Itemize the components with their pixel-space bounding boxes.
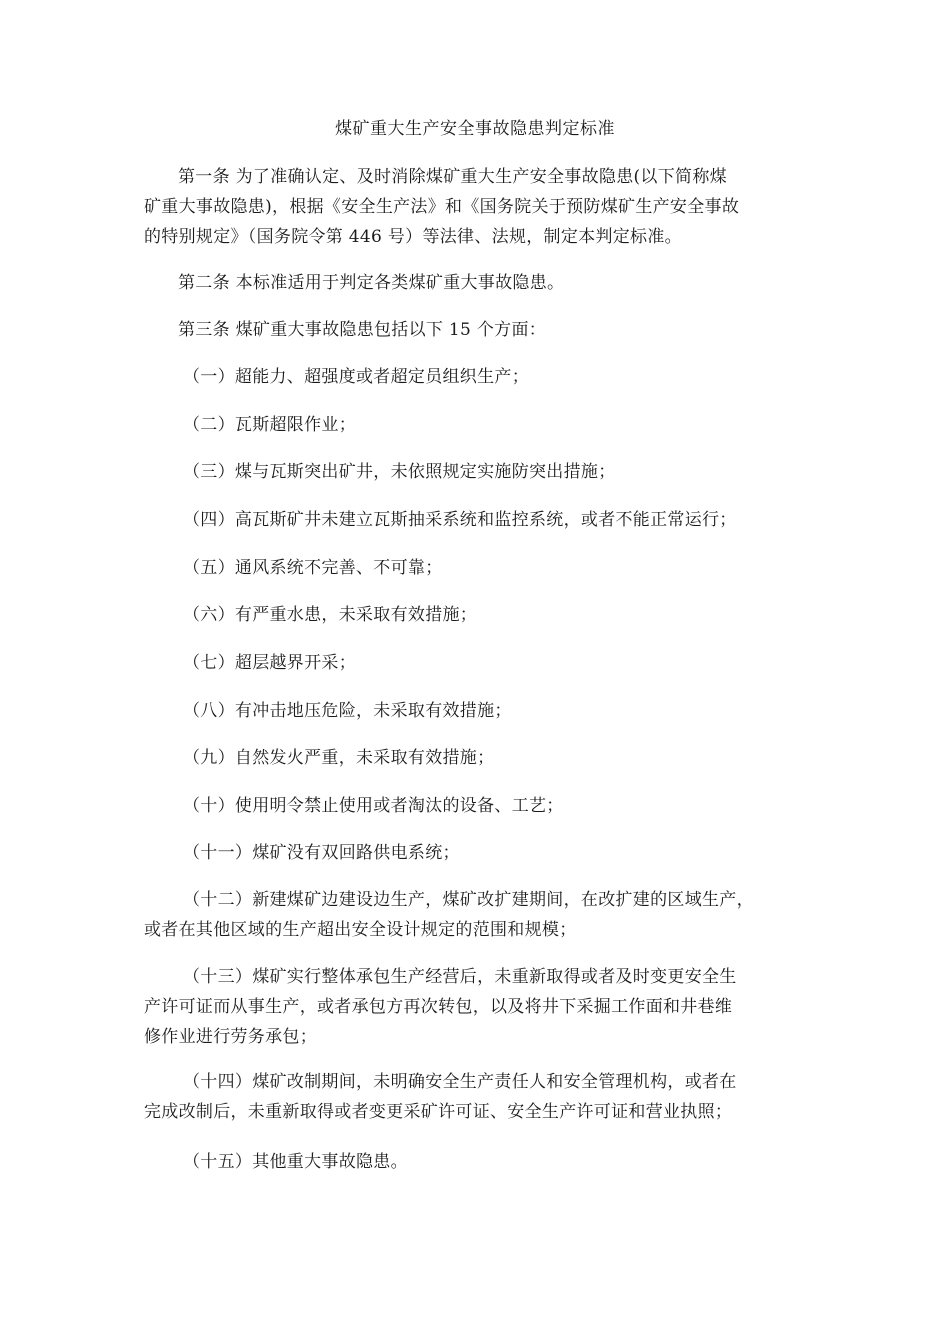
list-item-6: （六）有严重水患，未采取有效措施； bbox=[183, 605, 478, 625]
list-item-14 bbox=[144, 1067, 824, 1127]
list-item-13 bbox=[144, 962, 824, 1052]
article-1-line: 第一条 为了准确认定、及时消除煤矿重大生产安全事故隐患(以下简称煤 bbox=[178, 167, 727, 187]
document-title: 煤矿重大生产安全事故隐患判定标准 bbox=[335, 119, 615, 139]
article-1-line: 的特别规定》（国务院令第 446 号）等法律、法规，制定本判定标准。 bbox=[144, 227, 682, 247]
list-item-12 bbox=[144, 885, 824, 945]
list-item-7: （七）超层越界开采； bbox=[183, 653, 356, 673]
list-item-1: （一）超能力、超强度或者超定员组织生产； bbox=[183, 367, 529, 387]
list-item-13-line: 产许可证而从事生产，或者承包方再次转包，以及将井下采掘工作面和井巷维 bbox=[144, 997, 733, 1017]
list-item-11: （十一）煤矿没有双回路供电系统； bbox=[183, 843, 460, 863]
article-3: 第三条 煤矿重大事故隐患包括以下 15 个方面： bbox=[178, 320, 547, 340]
article-1-line: 矿重大事故隐患)，根据《安全生产法》和《国务院关于预防煤矿生产安全事故 bbox=[144, 197, 740, 217]
list-item-13-line: （十三）煤矿实行整体承包生产经营后，未重新取得或者及时变更安全生 bbox=[183, 967, 737, 987]
list-item-2: （二）瓦斯超限作业； bbox=[183, 415, 356, 435]
list-item-4: （四）高瓦斯矿井未建立瓦斯抽采系统和监控系统，或者不能正常运行； bbox=[183, 510, 737, 530]
list-item-9: （九）自然发火严重，未采取有效措施； bbox=[183, 748, 495, 768]
list-item-3: （三）煤与瓦斯突出矿井，未依照规定实施防突出措施； bbox=[183, 462, 616, 482]
list-item-15: （十五）其他重大事故隐患。 bbox=[183, 1152, 408, 1172]
list-item-14-line: 完成改制后，未重新取得或者变更采矿许可证、安全生产许可证和营业执照； bbox=[144, 1102, 733, 1122]
article-1 bbox=[144, 162, 824, 252]
list-item-5: （五）通风系统不完善、不可靠； bbox=[183, 558, 443, 578]
list-item-14-line: （十四）煤矿改制期间，未明确安全生产责任人和安全管理机构，或者在 bbox=[183, 1072, 737, 1092]
list-item-10: （十）使用明令禁止使用或者淘汰的设备、工艺； bbox=[183, 796, 564, 816]
list-item-13-line: 修作业进行劳务承包； bbox=[144, 1027, 317, 1047]
list-item-12-line: （十二）新建煤矿边建设边生产，煤矿改扩建期间，在改扩建的区域生产， bbox=[183, 890, 754, 910]
list-item-8: （八）有冲击地压危险，未采取有效措施； bbox=[183, 701, 512, 721]
list-item-12-line: 或者在其他区域的生产超出安全设计规定的范围和规模； bbox=[144, 920, 577, 940]
article-2: 第二条 本标准适用于判定各类煤矿重大事故隐患。 bbox=[178, 273, 565, 293]
